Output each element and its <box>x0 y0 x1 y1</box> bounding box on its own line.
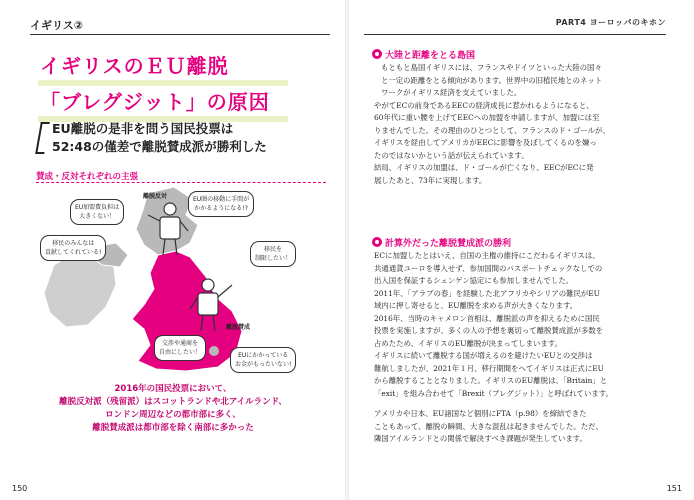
text-line: 占めたため、イギリスのEU離脱が決まってしまいます。 <box>374 338 562 348</box>
subtitle-line-1: EU離脱の是非を問う国民投票は <box>52 121 234 136</box>
right-page <box>348 0 694 500</box>
text-line: ECに加盟したとはいえ、自国の主権の維持にこだわるイギリスは、 <box>374 251 600 260</box>
s2-paragraph-2 <box>374 288 670 313</box>
section-label: 賛成・反対それぞれの主張 <box>36 172 139 182</box>
subtitle-line-2: 52:48の僅差で離脱賛成派が勝利した <box>52 139 267 154</box>
part-header: PART4 ヨーロッパのキホン <box>555 18 666 27</box>
text-line: ワークがイギリス経済を支えていました。 <box>381 88 522 97</box>
section1-heading-text: 大陸と距離をとる島国 <box>385 51 476 61</box>
caption-line-4: 離脱賛成派は都市部を除く南部に多かった <box>92 423 254 433</box>
caption-line-3: ロンドン周辺などの都市部に多く、 <box>105 410 241 420</box>
text-line: 域内に押し寄せると、EU離脱を求める声が大きくなります。 <box>374 301 578 310</box>
bubble-eu-money-text: EUにかかっている お金がもったいない! <box>235 352 292 368</box>
page-title <box>38 52 288 124</box>
text-line: 出入国を保証するシェンゲン協定にも参加しませんでした。 <box>374 276 574 285</box>
section-bullet-icon <box>372 237 382 247</box>
s1-paragraph-2 <box>374 100 670 163</box>
s2-paragraph-1 <box>374 250 670 288</box>
bubble-immigrants-contribute-text: 移民のみんなは 貢献してくれている! <box>45 240 102 256</box>
text-line: りませんでした。その理由のひとつとして、フランスのド・ゴールが、 <box>374 125 610 135</box>
bubble-eu-cost-text: EU加盟費負担は 大きくない！ <box>75 204 120 220</box>
text-line: 共通通貨ユーロを導入せず、参加国間のパスポートチェックなしでの <box>374 263 603 273</box>
section2-body <box>374 250 670 446</box>
text-line: 難航しましたが、2021年１月、移行期間をへてイギリスは正式にEU <box>374 363 604 373</box>
text-line: 結局、イギリスの加盟は、ド・ゴールが亡くなり、EECがECに発 <box>374 163 594 172</box>
london-spot <box>209 346 219 356</box>
s2-paragraph-5 <box>374 408 670 446</box>
text-line: アメリカや日本、EU諸国など個別にFTA（p.98）を締結できた <box>374 409 587 418</box>
text-line: 60年代に重い腰を上げてEECへの加盟を申請しますが、加盟には至 <box>374 113 600 122</box>
bubble-eu-money <box>230 347 296 373</box>
s1-paragraph-3 <box>374 162 670 187</box>
text-line: から離脱することとなりました。イギリスのEU離脱は、「Britain」と <box>374 376 608 385</box>
tag-remain: 離脱反対 <box>143 193 168 200</box>
caption-line-1: 2016年の国民投票において、 <box>114 384 232 394</box>
bubble-eu-cost <box>70 199 124 225</box>
bubble-limit-immigration <box>250 241 296 267</box>
section1-body <box>374 62 670 187</box>
page-number-right: 151 <box>666 484 682 493</box>
text-line: こともあって、離脱の瞬間、大きな混乱は起きませんでした。ただ、 <box>374 421 603 431</box>
header-rule-right <box>364 34 666 35</box>
page-number-left: 150 <box>12 484 28 493</box>
text-line: 「exit」を組み合わせて「Brexit（ブレグジット）」と呼ばれています。 <box>374 388 613 398</box>
chapter-header: イギリス② <box>30 19 84 32</box>
map-caption <box>0 383 346 435</box>
bubble-limit-immigration-text: 移民を 制限したい！ <box>255 246 292 262</box>
title-line-2: 「ブレグジット」の原因 <box>38 88 288 122</box>
title-line-1: イギリスのＥＵ離脱 <box>38 52 288 86</box>
section1-heading <box>372 48 475 61</box>
s2-paragraph-3 <box>374 313 670 351</box>
section2-heading <box>372 236 511 249</box>
text-line: 2011年、「アラブの春」を経験した北アフリカやシリアの難民がEU <box>374 288 600 298</box>
text-line: 投票を実施しますが、多くの人の予想を裏切って離脱賛成派が多数を <box>374 326 604 335</box>
bubble-free-trade <box>154 335 206 361</box>
header-rule <box>30 34 330 35</box>
caption-line-2: 離脱反対派（残留派）はスコットランドや北アイルランド、 <box>59 397 287 407</box>
section-bullet-icon <box>372 49 382 59</box>
text-line: 2016年、当時のキャメロン首相は、離脱派の声を抑えるために国民 <box>374 313 600 323</box>
section2-heading-text: 計算外だった離脱賛成派の勝利 <box>385 239 512 249</box>
text-line: イギリスを経由してアメリカがEECに影響を及ぼしてくるのを嫌っ <box>374 138 597 147</box>
tag-leave: 離脱賛成 <box>226 324 251 331</box>
text-line: 展したあと、73年に実現します。 <box>374 175 487 185</box>
text-line: イギリスに続いて離脱する国が増えるのを避けたいEUとの交渉は <box>374 351 593 360</box>
text-line: 隣国アイルランドとの関係で解決すべき課題が発生しています。 <box>374 434 587 443</box>
uk-map-illustration <box>36 185 326 375</box>
s1-paragraph-1 <box>374 62 670 100</box>
left-page <box>0 0 346 500</box>
bubble-eu-travel <box>188 191 254 217</box>
bubble-immigrants-contribute <box>40 235 106 261</box>
subtitle <box>38 120 328 156</box>
bubble-eu-travel-text: EU圏の移動に手間が かかるようになる!? <box>193 196 250 212</box>
s2-paragraph-4 <box>374 350 670 400</box>
bubble-free-trade-text: 交渉や通商を 自由にしたい！ <box>159 340 202 356</box>
text-line: たのではないかという話が伝えられています。 <box>374 150 529 160</box>
text-line: やがてECの前身であるEECの経済成長に惹かれるようになると、 <box>374 100 594 110</box>
section-rule <box>36 182 326 184</box>
text-line: もともと島国イギリスには、フランスやドイツといった大陸の国々 <box>381 63 602 72</box>
text-line: と一定の距離をとる傾向があります。世界中の旧植民地とのネット <box>381 75 603 85</box>
